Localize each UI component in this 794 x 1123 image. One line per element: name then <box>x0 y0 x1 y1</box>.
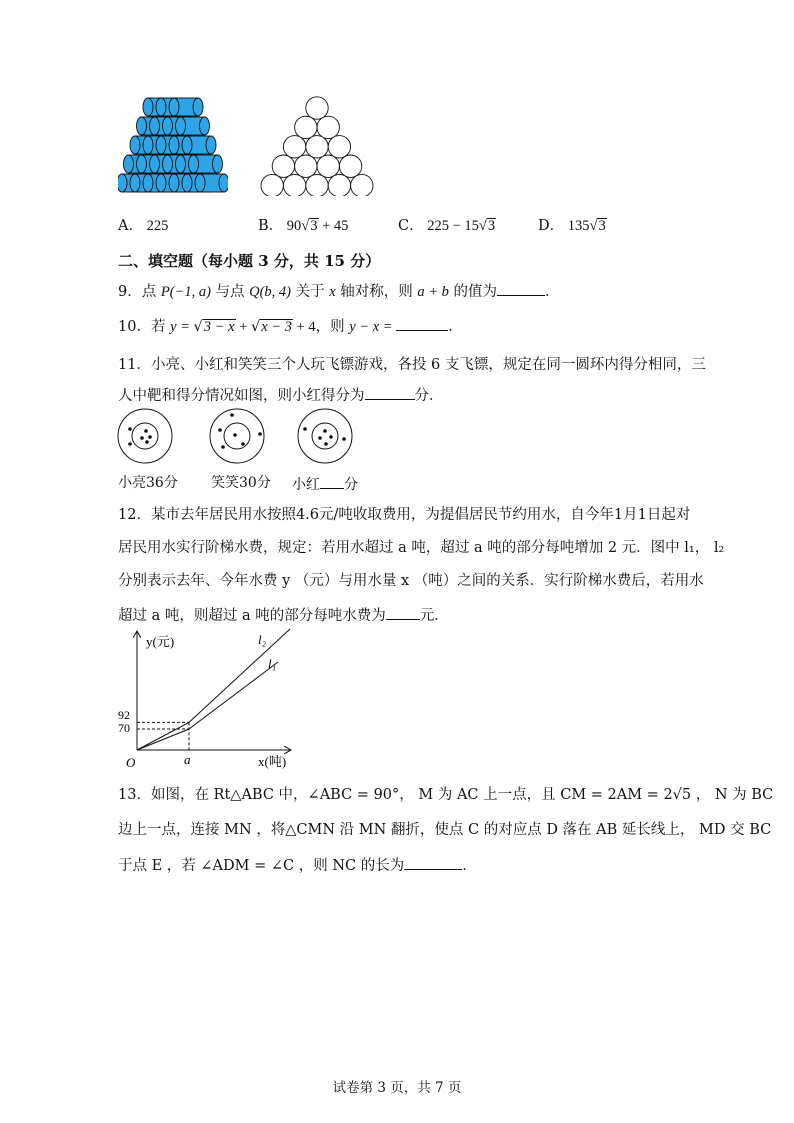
origin-label: O <box>126 755 136 770</box>
stacked-circle <box>328 174 350 196</box>
cylinder-stack-figure <box>118 96 228 196</box>
series-label-l2: l₂ <box>258 632 267 647</box>
x-axis-label: x(吨) <box>258 754 287 769</box>
cylinder-end <box>176 155 186 173</box>
question-12-line-1: 12．某市去年居民用水按照4.6元/吨收取费用，为提倡居民节约用水，自今年1月1日起对 <box>118 507 691 523</box>
series-l1-segment-2 <box>189 662 278 729</box>
question-13-line-3: 于点 E ，若 ∠ADM = ∠C ，则 NC 的长为 ． <box>118 855 477 876</box>
stacked-circle <box>261 174 283 196</box>
target-xiaoliang <box>118 409 172 463</box>
cylinder-end <box>195 174 205 192</box>
cylinder-end <box>143 136 153 154</box>
target-label-xiaohong: 小红 分 <box>292 474 358 494</box>
cylinder-end <box>143 174 153 192</box>
stacked-circle <box>283 136 305 158</box>
answer-blank-13[interactable] <box>404 855 462 870</box>
question-13-line-1: 13．如图，在 Rt△ABC 中，∠ABC = 90°， M 为 AC 上一点，且 CM = 2AM = 2√5 ， N 为 BC <box>118 787 774 803</box>
cylinder-end <box>156 174 166 192</box>
series-label-l1: l₁ <box>268 656 277 671</box>
target-label-xiaoliang: 小亮36分 <box>118 475 178 491</box>
dart-targets-figure <box>115 406 375 468</box>
option-b[interactable]: B． 90√3 + 45 <box>258 218 349 234</box>
cylinder-end <box>137 155 147 173</box>
stacked-circle <box>328 136 350 158</box>
question-12-line-2: 居民用水实行阶梯水费，规定：若用水超过 a 吨，超过 a 吨的部分每吨增加 2 元．图中 l₁， l₂ <box>118 540 725 556</box>
cylinder-end <box>124 155 134 173</box>
stacked-circle <box>306 136 328 158</box>
stacked-circle <box>306 174 328 196</box>
option-d[interactable]: D． 135√3 <box>538 218 606 234</box>
y-axis-label: y(元) <box>146 634 175 649</box>
answer-blank-9[interactable] <box>497 281 545 296</box>
stacked-circle <box>306 97 328 119</box>
cylinder-end <box>182 136 192 154</box>
cylinder-end <box>176 117 186 135</box>
cylinder-end <box>163 155 173 173</box>
cylinder-end <box>130 136 140 154</box>
option-c[interactable]: C． 225 − 15√3 <box>398 218 496 234</box>
cylinder-end <box>219 174 228 192</box>
stacked-circle <box>351 174 373 196</box>
series-l2-segment-2 <box>189 629 290 722</box>
cylinder-end <box>213 155 223 173</box>
cylinder-end <box>189 155 199 173</box>
question-12-line-3: 分别表示去年、今年水费 y （元）与用水量 x （吨）之间的关系．实行阶梯水费后，若用水 <box>118 573 704 589</box>
cylinder-end <box>182 174 192 192</box>
cylinder-end <box>193 98 203 116</box>
target-xiaohong <box>298 409 352 463</box>
cylinder-end <box>163 117 173 135</box>
section-heading: 二、填空题（每小题 3 分，共 15 分） <box>118 252 381 270</box>
stacked-circle <box>295 116 317 138</box>
cylinder-end <box>137 117 147 135</box>
water-fee-chart <box>112 624 302 774</box>
question-11-line-2: 人中靶和得分情况如图，则小红得分为 分． <box>118 385 444 406</box>
stacked-circle <box>283 174 305 196</box>
question-9: 9．点 P(−1, a) 与点 Q(b, 4) 关于 x 轴对称，则 a + b 的值为 ． <box>118 281 560 302</box>
stacked-circle <box>317 116 339 138</box>
series-l1-segment-1 <box>137 729 189 750</box>
cylinder-end <box>169 136 179 154</box>
page-footer: 试卷第 3 页，共 7 页 <box>332 1080 462 1096</box>
target-xiaoxiao <box>210 409 264 463</box>
y-tick-label-92: 92 <box>118 708 130 722</box>
cylinder-end <box>200 117 210 135</box>
answer-blank-10[interactable] <box>396 316 448 331</box>
cylinder-end <box>118 174 127 192</box>
cylinder-end <box>150 117 160 135</box>
cylinder-end <box>156 98 166 116</box>
cylinder-end <box>206 136 216 154</box>
stacked-circle <box>295 155 317 177</box>
series-l2-segment-1 <box>137 722 189 750</box>
x-tick-label-a: a <box>184 752 191 767</box>
stacked-circle <box>272 155 294 177</box>
y-tick-label-70: 70 <box>118 721 130 735</box>
cylinder-end <box>130 174 140 192</box>
option-a[interactable]: A． 225 <box>118 218 169 234</box>
target-label-xiaoxiao: 笑笑30分 <box>211 475 271 491</box>
cylinder-end <box>150 155 160 173</box>
question-13-line-2: 边上一点，连接 MN ，将△CMN 沿 MN 翻折，使点 C 的对应点 D 落在 AB 延长线上， MD 交 BC <box>118 822 772 838</box>
cylinder-end <box>156 136 166 154</box>
cylinder-end <box>169 174 179 192</box>
cylinder-end <box>169 98 179 116</box>
circle-triangle-figure <box>258 96 376 196</box>
answer-blank-11[interactable] <box>365 385 415 400</box>
cylinder-end <box>143 98 153 116</box>
answer-blank-12[interactable] <box>386 605 420 620</box>
stacked-circle <box>317 155 339 177</box>
question-10: 10．若 y = √3 − x + √x − 3 + 4，则 y − x = ． <box>118 316 463 337</box>
question-11-line-1: 11．小亮、小红和笑笑三个人玩飞镖游戏，各投 6 支飞镖，规定在同一圆环内得分相同，三 <box>118 357 706 373</box>
stacked-circle <box>339 155 361 177</box>
target-blank[interactable] <box>320 474 344 489</box>
question-12-line-4: 超过 a 吨，则超过 a 吨的部分每吨水费为 元． <box>118 605 449 626</box>
